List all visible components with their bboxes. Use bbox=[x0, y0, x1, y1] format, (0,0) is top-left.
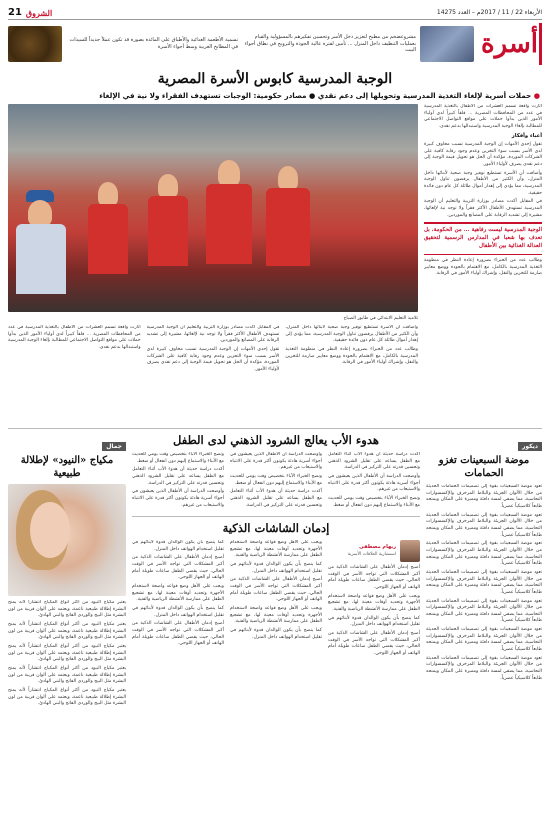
section-heading: أعباء وأفكار bbox=[511, 132, 542, 139]
article-column: ونصح الخبراء الآباء بتخصيص وقت يومي للحديث مع الأبناء والاستماع إليهم دون انفعال أو ضغط. أكدت دراسة حديثة أن هدوء الأب أثناء التعامل مع الطفل يساعد على تقليل الشرود الذهني وتحسين قدرته على التركيز في الدراسة. وأوضحت الدراسة أن الأطفال الذين يعيشون في أجواء أسرية هادئة يكونون أكثر قدرة على الانتباه والاستيعاب من غيرهم. bbox=[132, 451, 224, 508]
author-role: استشارية العلاقات الأسرية bbox=[347, 551, 396, 557]
teaser-shoes[interactable] bbox=[244, 23, 474, 65]
child-shirt bbox=[88, 204, 128, 274]
article-column: ريهام مصطفى استشارية العلاقات الأسرية أصبح إدمان الأطفال على الشاشات الذكية من أكبر المشكلات التي تواجه الأسر في الوقت الحالي، حيث يقضي الطفل ساعات طويلة أمام الهاتف أو الجهاز اللوحي. ويجب على الأهل وضع قواعد واضحة لاستخدام الأجهزة وتحديد أوقات معينة لها، مع تشجيع الطفل على ممارسة الأنشطة الرياضية والفنية. كما ينصح بأن يكون الوالدان قدوة لأبنائهم في تقليل استخدام الهواتف داخل المنزل. أصبح إدمان الأطفال على الشاشات الذكية من أكبر المشكلات التي تواجه الأسر في الوقت الحالي، حيث يقضي الطفل ساعات طويلة أمام الهاتف أو الجهاز اللوحي. bbox=[328, 540, 420, 660]
photo-caption: تلاميذ التعليم الابتدائي في طابور الصباح bbox=[343, 316, 418, 321]
child-shirt bbox=[16, 224, 66, 294]
below-photo-columns bbox=[8, 325, 418, 422]
father-calm-headline: هدوء الأب يعالج الشرود الذهني لدى الطفل bbox=[173, 433, 379, 447]
screens-headline: إدمان الشاشات الذكية bbox=[222, 521, 330, 536]
article-column: أكدت دراسة حديثة أن هدوء الأب أثناء التعامل مع الطفل يساعد على تقليل الشرود الذهني وتحسين قدرته على التركيز في الدراسة. وأوضحت الدراسة أن الأطفال الذين يعيشون في أجواء أسرية هادئة يكونون أكثر قدرة على الانتباه والاستيعاب من غيرهم. ونصح الخبراء الآباء بتخصيص وقت يومي للحديث مع الأبناء والاستماع إليهم دون انفعال أو ضغط. bbox=[328, 451, 420, 508]
teaser-text: مشروعضخم من مطبخ لتعزيز دخل الأسر وتحسين تفكيرهم بالمسؤولية والقيام بعمليات التنظيف داخل المنزل ... تأمين لفترة عالية الجودة والترويج في نطاق أجواء البيت bbox=[244, 33, 416, 54]
schoolchildren-photo bbox=[8, 104, 418, 312]
shoes-thumbnail bbox=[420, 26, 474, 62]
child-head bbox=[158, 174, 178, 198]
author-avatar bbox=[400, 540, 420, 562]
family-articles bbox=[132, 433, 420, 825]
author-box bbox=[328, 540, 420, 562]
article-column: وأوضحت الدراسة أن الأطفال الذين يعيشون في أجواء أسرية هادئة يكونون أكثر قدرة على الانتباه والاستيعاب من غيرهم. ونصح الخبراء الآباء بتخصيص وقت يومي للحديث مع الأبناء والاستماع إليهم دون انفعال أو ضغط. أكدت دراسة حديثة أن هدوء الأب أثناء التعامل مع الطفل يساعد على تقليل الشرود الذهني وتحسين قدرته على التركيز في الدراسة. bbox=[230, 451, 322, 508]
child-shirt bbox=[206, 184, 252, 264]
article-column: كما ينصح بأن يكون الوالدان قدوة لأبنائهم في تقليل استخدام الهواتف داخل المنزل. أصبح إدمان الأطفال على الشاشات الذكية من أكبر المشكلات التي تواجه الأسر في الوقت الحالي، حيث يقضي الطفل ساعات طويلة أمام الهاتف أو الجهاز اللوحي. ويجب على الأهل وضع قواعد واضحة لاستخدام الأجهزة وتحديد أوقات معينة لها، مع تشجيع الطفل على ممارسة الأنشطة الرياضية والفنية. كما ينصح بأن يكون الوالدان قدوة لأبنائهم في تقليل استخدام الهواتف داخل المنزل. أصبح إدمان الأطفال على الشاشات الذكية من أكبر المشكلات التي تواجه الأسر في الوقت الحالي، حيث يقضي الطفل ساعات طويلة أمام الهاتف أو الجهاز اللوحي. bbox=[132, 540, 224, 647]
page-number: 21 bbox=[8, 7, 22, 18]
article-column: أثارت واقعة تسمم العشرات من الأطفال بالتغذية المدرسية في عدد من المحافظات المصرية ... قلقاً كبيراً لدى أولياء الأمور الذين بدأوا حملات على مواقع التواصل الاجتماعي للمطالبة بإلغاء الوجبة المدرسية واستبدالها بدعم نقدي. bbox=[7, 325, 141, 350]
model-face-photo bbox=[8, 484, 126, 596]
article-paragraph: في المقابل أكدت مصادر بوزارة التربية والتعليم أن الوجبة المدرسية تستهدف الأطفال الأكثر فقراً ولا توجد نية لإلغائها، مشيرة إلى تشديد الرقابة على المصانع والموردين. bbox=[424, 199, 542, 218]
decor-article bbox=[426, 433, 542, 825]
teaser-row bbox=[8, 23, 542, 65]
author-name: ريهام مصطفى bbox=[359, 544, 396, 551]
article-column-right bbox=[424, 104, 542, 422]
decor-headline: موضة السبعينات تغزو الحمامات bbox=[438, 455, 530, 479]
article-column: في المقابل أكدت مصادر بوزارة التربية والتعليم أن الوجبة المدرسية تستهدف الأطفال الأكثر فقراً ولا توجد نية لإلغائها، مشيرة إلى تشديد الرقابة على المصانع والموردين. تقول إحدى الأمهات إن الوجبة المدرسية تسبب مخاوف كبيرة لدى الأسر بسبب سوء التخزين وعدم وجود رقابة كافية على الشركات الموردة، مؤكدة أن الحل هو تحويل قيمة الوجبة إلى دعم نقدي يصرف لأولياء الأمور. bbox=[146, 325, 280, 372]
child-head bbox=[278, 166, 298, 190]
article-paragraph: تقول إحدى الأمهات إن الوجبة المدرسية تسبب مخاوف كبيرة لدى الأسر بسبب سوء التخزين وعدم وجود رقابة كافية على الشركات الموردة، مؤكدة أن الحل هو تحويل قيمة الوجبة إلى دعم نقدي يصرف لأولياء الأمور. bbox=[424, 142, 542, 168]
lower-section bbox=[8, 428, 542, 825]
main-subhead: ● حملات أسرية لإلغاء التغذية المدرسية وتحويلها إلى دعم نقدي ● مصادر حكومية: الوجبات تستهدف الفقراء ولا نية في الإلغاء bbox=[99, 91, 540, 100]
newspaper-logo: الشروق bbox=[25, 7, 53, 18]
divider bbox=[132, 516, 420, 517]
article-left-area bbox=[8, 104, 418, 422]
top-strip bbox=[8, 6, 542, 20]
article-paragraph: وطالب عدد من الخبراء بضرورة إعادة النظر في منظومة التغذية المدرسية بالكامل، مع الاهتمام بالجودة ووضع معايير صارمة للتخزين والنقل، وإشراك أولياء الأمور في الرقابة. bbox=[424, 257, 542, 277]
screens-columns bbox=[132, 540, 420, 660]
main-headline: الوجبة المدرسية كابوس الأسرة المصرية bbox=[157, 71, 393, 87]
decor-body: تعود موضة السبعينات بقوة إلى تصميمات الحمامات الحديثة من خلال الألوان الجريئة والبلاط المزخرف والإكسسوارات النحاسية، مما يضفي لمسة دافئة ومميزة على المكان ويمنحه طابعاً كلاسيكياً عصرياً. تعود موضة السبعينات بقوة إلى تصميمات الحمامات الحديثة من خلال الألوان الجريئة والبلاط المزخرف والإكسسوارات النحاسية، مما يضفي لمسة دافئة ومميزة على المكان ويمنحه طابعاً كلاسيكياً عصرياً. تعود موضة السبعينات بقوة إلى تصميمات الحمامات الحديثة من خلال الألوان الجريئة والبلاط المزخرف والإكسسوارات النحاسية، مما يضفي لمسة دافئة ومميزة على المكان ويمنحه طابعاً كلاسيكياً عصرياً. تعود موضة السبعينات بقوة إلى تصميمات الحمامات الحديثة من خلال الألوان الجريئة والبلاط المزخرف والإكسسوارات النحاسية، مما يضفي لمسة دافئة ومميزة على المكان ويمنحه طابعاً كلاسيكياً عصرياً. تعود موضة السبعينات بقوة إلى تصميمات الحمامات الحديثة من خلال الألوان الجريئة والبلاط المزخرف والإكسسوارات النحاسية، مما يضفي لمسة دافئة ومميزة على المكان ويمنحه طابعاً كلاسيكياً عصرياً. تعود موضة السبعينات بقوة إلى تصميمات الحمامات الحديثة من خلال الألوان الجريئة والبلاط المزخرف والإكسسوارات النحاسية، مما يضفي لمسة دافئة ومميزة على المكان ويمنحه طابعاً كلاسيكياً عصرياً. تعود موضة السبعينات بقوة إلى تصميمات الحمامات الحديثة من خلال الألوان الجريئة والبلاط المزخرف والإكسسوارات النحاسية، مما يضفي لمسة دافئة ومميزة على المكان ويمنحه طابعاً كلاسيكياً عصرياً. bbox=[426, 484, 542, 681]
date-line: الأربعاء 22 / 11 / 2017م – العدد 14275 bbox=[436, 9, 542, 16]
child-head bbox=[28, 200, 52, 226]
child-shirt bbox=[266, 188, 310, 266]
article-column: ويجب على الأهل وضع قواعد واضحة لاستخدام الأجهزة وتحديد أوقات معينة لها، مع تشجيع الطفل على ممارسة الأنشطة الرياضية والفنية. كما ينصح بأن يكون الوالدان قدوة لأبنائهم في تقليل استخدام الهواتف داخل المنزل. أصبح إدمان الأطفال على الشاشات الذكية من أكبر المشكلات التي تواجه الأسر في الوقت الحالي، حيث يقضي الطفل ساعات طويلة أمام الهاتف أو الجهاز اللوحي. ويجب على الأهل وضع قواعد واضحة لاستخدام الأجهزة وتحديد أوقات معينة لها، مع تشجيع الطفل على ممارسة الأنشطة الرياضية والفنية. كما ينصح بأن يكون الوالدان قدوة لأبنائهم في تقليل استخدام الهواتف داخل المنزل. bbox=[230, 540, 322, 640]
section-label: أسرة bbox=[480, 23, 542, 65]
article-column: وأضافت أن الأسرة تستطيع توفير وجبة صحية لأبنائها داخل المنزل، وأن الكثير من الأطفال يرفضون تناول الوجبة المدرسية، مما يؤدي إلى إهدار أموال طائلة كل عام دون فائدة حقيقية. وطالب عدد من الخبراء بضرورة إعادة النظر في منظومة التغذية المدرسية بالكامل، مع الاهتمام بالجودة ووضع معايير صارمة للتخزين والنقل، وإشراك أولياء الأمور في الرقابة. bbox=[285, 325, 418, 366]
bullet-icon: ● bbox=[531, 91, 540, 100]
teaser-food[interactable] bbox=[8, 23, 238, 65]
beauty-body: يعتبر مكياج النيود من أكثر أنواع المكياج انتشاراً لأنه يمنح البشرة إطلالة طبيعية ناعمة، ويعتمد على ألوان قريبة من لون البشرة مثل البيج والوردي الفاتح والبني الهادئ. يعتبر مكياج النيود من أكثر أنواع المكياج انتشاراً لأنه يمنح البشرة إطلالة طبيعية ناعمة، ويعتمد على ألوان قريبة من لون البشرة مثل البيج والوردي الفاتح والبني الهادئ. يعتبر مكياج النيود من أكثر أنواع المكياج انتشاراً لأنه يمنح البشرة إطلالة طبيعية ناعمة، ويعتمد على ألوان قريبة من لون البشرة مثل البيج والوردي الفاتح والبني الهادئ. يعتبر مكياج النيود من أكثر أنواع المكياج انتشاراً لأنه يمنح البشرة إطلالة طبيعية ناعمة، ويعتمد على ألوان قريبة من لون البشرة مثل البيج والوردي الفاتح والبني الهادئ. يعتبر مكياج النيود من أكثر أنواع المكياج انتشاراً لأنه يمنح البشرة إطلالة طبيعية ناعمة، ويعتمد على ألوان قريبة من لون البشرة مثل البيج والوردي الفاتح والبني الهادئ. bbox=[8, 600, 126, 707]
pull-quote: الوجبة المدرسية ليست رفاهية ... من الحكومة، بل تعدف بها شعبا في المدارس الرسمية لتحقيق العدالة الغذائية بين الأطفال bbox=[424, 222, 542, 254]
father-calm-columns bbox=[132, 452, 420, 511]
main-article bbox=[8, 104, 542, 422]
article-intro: أثارت واقعة تسمم العشرات من الأطفال بالتغذية المدرسية في عدد من المحافظات المصرية ... قلقاً كبيراً لدى أولياء الأمور الذين بدأوا حملات على مواقع التواصل الاجتماعي للمطالبة بإلغاء الوجبة المدرسية واستبدالها بدعم نقدي. bbox=[424, 104, 542, 129]
beauty-headline: مكياج «النيود» لإطلالة طبيعية bbox=[20, 455, 114, 479]
section-tag-decor: ديكور bbox=[518, 442, 542, 451]
section-tag-beauty: جمال bbox=[102, 442, 126, 451]
article-paragraph: وأضافت أن الأسرة تستطيع توفير وجبة صحية لأبنائها داخل المنزل، وأن الكثير من الأطفال يرفضون تناول الوجبة المدرسية، مما يؤدي إلى إهدار أموال طائلة كل عام دون فائدة حقيقية. bbox=[424, 170, 542, 196]
child-head bbox=[98, 182, 118, 206]
food-thumbnail bbox=[8, 26, 62, 62]
child-head bbox=[218, 160, 240, 186]
child-shirt bbox=[148, 196, 188, 266]
face-shape bbox=[30, 502, 70, 558]
page-brand bbox=[8, 7, 52, 18]
teaser-text: تسمية الأطعمة الغذائية والأطباق على المائدة بصورة قد تكون عملاً جديداً للسيدات في المطابخ العربية وسط أجواء الأسرة bbox=[69, 37, 238, 50]
beauty-article bbox=[8, 433, 126, 825]
